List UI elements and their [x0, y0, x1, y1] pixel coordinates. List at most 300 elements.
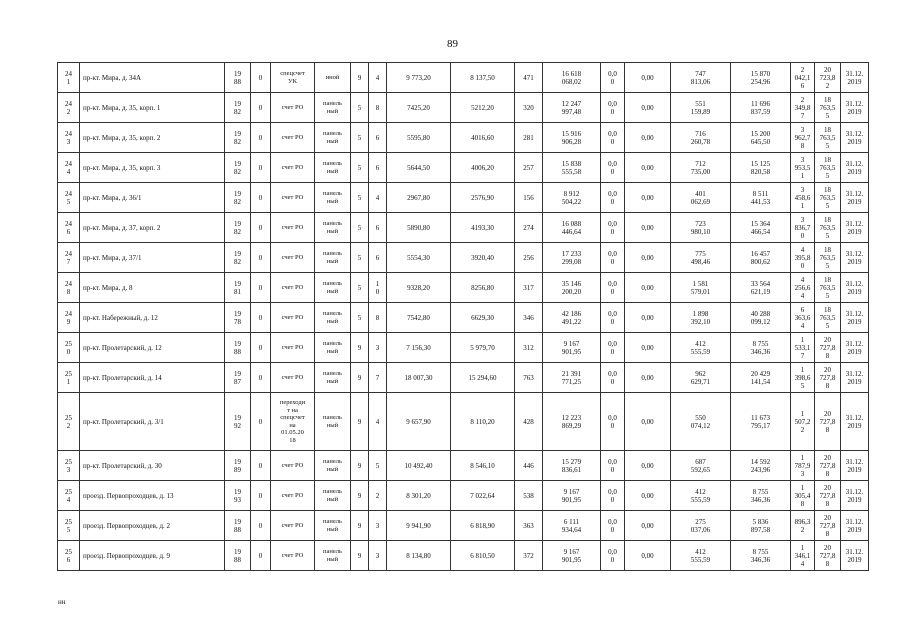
address-cell: проезд. Первопроходцев, д. 9 [80, 541, 225, 571]
zero-cell: 0 [251, 63, 271, 93]
floors-cell: 5 [351, 93, 369, 123]
total-area-cell: 7542,80 [387, 303, 451, 333]
unit-cost-limit-cell: 18 763,5 5 [815, 183, 841, 213]
unit-cost-limit-cell: 20 727,8 8 [815, 363, 841, 393]
table-row [58, 243, 869, 273]
address-cell: пр-кт. Мира, д. 37/1 [80, 243, 225, 273]
total-area-cell: 8 134,80 [387, 541, 451, 571]
cost-part-2-cell: 0,00 [625, 363, 671, 393]
entrances-cell: 6 [369, 213, 387, 243]
zero-cell: 0 [251, 93, 271, 123]
floors-cell: 9 [351, 511, 369, 541]
residents-cell: 317 [515, 273, 543, 303]
residential-area-cell: 7 022,64 [451, 481, 515, 511]
residential-area-cell: 15 294,60 [451, 363, 515, 393]
residents-cell: 372 [515, 541, 543, 571]
row-number-cell: 24 5 [58, 183, 80, 213]
unit-cost-limit-cell: 18 763,5 5 [815, 153, 841, 183]
floors-cell: 5 [351, 183, 369, 213]
floors-cell: 9 [351, 363, 369, 393]
unit-cost-limit-cell: 20 727,8 8 [815, 511, 841, 541]
deadline-date-cell: 31.12. 2019 [841, 481, 869, 511]
residents-cell: 256 [515, 243, 543, 273]
total-cost-cell: 16 088 446,64 [543, 213, 601, 243]
residential-area-cell: 3920,40 [451, 243, 515, 273]
fund-method-cell: счет РО [271, 123, 315, 153]
zero-cell: 0 [251, 153, 271, 183]
cost-part-3-cell: 550 074,12 [671, 393, 731, 451]
unit-cost-limit-cell: 20 727,8 8 [815, 451, 841, 481]
wall-material-cell: панель ный [315, 451, 351, 481]
build-year-cell: 19 82 [225, 183, 251, 213]
table-row [58, 273, 869, 303]
entrances-cell: 7 [369, 363, 387, 393]
row-number-cell: 25 5 [58, 511, 80, 541]
unit-cost-cell: 6 363,6 4 [791, 303, 815, 333]
cost-part-3-cell: 962 629,71 [671, 363, 731, 393]
residents-cell: 446 [515, 451, 543, 481]
unit-cost-limit-cell: 20 727,8 8 [815, 393, 841, 451]
floors-cell: 9 [351, 63, 369, 93]
cost-part-1-cell: 0,0 0 [601, 363, 625, 393]
cost-part-2-cell: 0,00 [625, 273, 671, 303]
wall-material-cell: иной [315, 63, 351, 93]
total-cost-cell: 17 233 299,08 [543, 243, 601, 273]
unit-cost-limit-cell: 18 763,5 5 [815, 303, 841, 333]
total-area-cell: 8 301,20 [387, 481, 451, 511]
deadline-date-cell: 31.12. 2019 [841, 303, 869, 333]
address-cell: пр-кт. Мира, д. 35, корп. 3 [80, 153, 225, 183]
unit-cost-cell: 1 507,2 2 [791, 393, 815, 451]
cost-part-3-cell: 712 735,00 [671, 153, 731, 183]
total-cost-cell: 8 912 504,22 [543, 183, 601, 213]
entrances-cell: 8 [369, 93, 387, 123]
total-area-cell: 10 492,40 [387, 451, 451, 481]
residential-area-cell: 8256,80 [451, 273, 515, 303]
unit-cost-cell: 1 346,1 4 [791, 541, 815, 571]
table-row [58, 541, 869, 571]
total-cost-cell: 6 111 934,64 [543, 511, 601, 541]
total-area-cell: 9328,20 [387, 273, 451, 303]
entrances-cell: 4 [369, 183, 387, 213]
footer-mark: нн [58, 598, 66, 606]
cost-part-2-cell: 0,00 [625, 123, 671, 153]
unit-cost-limit-cell: 18 763,5 5 [815, 273, 841, 303]
address-cell: пр-кт. Пролетарский, д. 3/1 [80, 393, 225, 451]
fund-method-cell: счет РО [271, 93, 315, 123]
row-number-cell: 24 3 [58, 123, 80, 153]
build-year-cell: 19 88 [225, 333, 251, 363]
zero-cell: 0 [251, 451, 271, 481]
deadline-date-cell: 31.12. 2019 [841, 63, 869, 93]
unit-cost-cell: 3 458,6 1 [791, 183, 815, 213]
total-area-cell: 2967,80 [387, 183, 451, 213]
cost-part-3-cell: 551 159,89 [671, 93, 731, 123]
total-cost-cell: 42 186 491,22 [543, 303, 601, 333]
row-number-cell: 25 3 [58, 451, 80, 481]
table-row [58, 153, 869, 183]
floors-cell: 9 [351, 393, 369, 451]
build-year-cell: 19 87 [225, 363, 251, 393]
cost-part-1-cell: 0,0 0 [601, 541, 625, 571]
total-area-cell: 7425,20 [387, 93, 451, 123]
total-cost-cell: 12 223 869,29 [543, 393, 601, 451]
wall-material-cell: панель ный [315, 273, 351, 303]
deadline-date-cell: 31.12. 2019 [841, 213, 869, 243]
unit-cost-cell: 3 962,7 8 [791, 123, 815, 153]
table-row [58, 481, 869, 511]
row-number-cell: 24 2 [58, 93, 80, 123]
cost-part-1-cell: 0,0 0 [601, 183, 625, 213]
cost-part-4-cell: 40 288 099,12 [731, 303, 791, 333]
cost-part-2-cell: 0,00 [625, 303, 671, 333]
entrances-cell: 6 [369, 123, 387, 153]
cost-part-2-cell: 0,00 [625, 153, 671, 183]
entrances-cell: 3 [369, 541, 387, 571]
floors-cell: 5 [351, 123, 369, 153]
total-area-cell: 9 773,20 [387, 63, 451, 93]
address-cell: пр-кт. Мира, д. 35, корп. 2 [80, 123, 225, 153]
entrances-cell: 5 [369, 451, 387, 481]
cost-part-3-cell: 716 260,78 [671, 123, 731, 153]
cost-part-3-cell: 1 898 392,10 [671, 303, 731, 333]
table-row [58, 93, 869, 123]
entrances-cell: 1 0 [369, 273, 387, 303]
residential-area-cell: 6 810,50 [451, 541, 515, 571]
floors-cell: 9 [351, 333, 369, 363]
cost-part-4-cell: 11 696 837,59 [731, 93, 791, 123]
table-row [58, 333, 869, 363]
unit-cost-cell: 4 395,8 0 [791, 243, 815, 273]
cost-part-4-cell: 16 457 800,62 [731, 243, 791, 273]
total-cost-cell: 15 279 836,61 [543, 451, 601, 481]
cost-part-1-cell: 0,0 0 [601, 93, 625, 123]
register-body [58, 63, 869, 571]
floors-cell: 9 [351, 541, 369, 571]
total-cost-cell: 9 167 901,95 [543, 541, 601, 571]
entrances-cell: 3 [369, 333, 387, 363]
residents-cell: 471 [515, 63, 543, 93]
floors-cell: 5 [351, 213, 369, 243]
fund-method-cell: счет РО [271, 243, 315, 273]
zero-cell: 0 [251, 481, 271, 511]
residential-area-cell: 5212,20 [451, 93, 515, 123]
fund-method-cell: счет РО [271, 451, 315, 481]
row-number-cell: 24 7 [58, 243, 80, 273]
deadline-date-cell: 31.12. 2019 [841, 183, 869, 213]
cost-part-2-cell: 0,00 [625, 511, 671, 541]
fund-method-cell: счет РО [271, 153, 315, 183]
deadline-date-cell: 31.12. 2019 [841, 243, 869, 273]
cost-part-4-cell: 11 673 795,17 [731, 393, 791, 451]
address-cell: пр-кт. Пролетарский, д. 30 [80, 451, 225, 481]
cost-part-1-cell: 0,0 0 [601, 451, 625, 481]
fund-method-cell: счет РО [271, 481, 315, 511]
unit-cost-cell: 1 533,1 7 [791, 333, 815, 363]
total-cost-cell: 15 838 555,58 [543, 153, 601, 183]
cost-part-3-cell: 401 062,69 [671, 183, 731, 213]
build-year-cell: 19 82 [225, 243, 251, 273]
entrances-cell: 6 [369, 153, 387, 183]
residential-area-cell: 6629,30 [451, 303, 515, 333]
residents-cell: 428 [515, 393, 543, 451]
residential-area-cell: 5 979,70 [451, 333, 515, 363]
floors-cell: 5 [351, 243, 369, 273]
wall-material-cell: панель ный [315, 243, 351, 273]
cost-part-2-cell: 0,00 [625, 243, 671, 273]
deadline-date-cell: 31.12. 2019 [841, 333, 869, 363]
residential-area-cell: 2576,90 [451, 183, 515, 213]
address-cell: проезд. Первопроходцев, д. 13 [80, 481, 225, 511]
build-year-cell: 19 81 [225, 273, 251, 303]
deadline-date-cell: 31.12. 2019 [841, 273, 869, 303]
zero-cell: 0 [251, 273, 271, 303]
wall-material-cell: панель ный [315, 511, 351, 541]
cost-part-4-cell: 15 364 466,54 [731, 213, 791, 243]
cost-part-1-cell: 0,0 0 [601, 303, 625, 333]
unit-cost-cell: 2 042,1 6 [791, 63, 815, 93]
table-row [58, 451, 869, 481]
wall-material-cell: панель ный [315, 481, 351, 511]
cost-part-4-cell: 8 755 346,36 [731, 481, 791, 511]
unit-cost-cell: 896,3 2 [791, 511, 815, 541]
deadline-date-cell: 31.12. 2019 [841, 153, 869, 183]
cost-part-4-cell: 15 200 645,50 [731, 123, 791, 153]
wall-material-cell: панель ный [315, 333, 351, 363]
residential-area-cell: 6 818,90 [451, 511, 515, 541]
cost-part-4-cell: 20 429 141,54 [731, 363, 791, 393]
zero-cell: 0 [251, 213, 271, 243]
row-number-cell: 25 0 [58, 333, 80, 363]
cost-part-2-cell: 0,00 [625, 451, 671, 481]
zero-cell: 0 [251, 123, 271, 153]
address-cell: пр-кт. Мира, д. 35, корп. 1 [80, 93, 225, 123]
cost-part-4-cell: 8 755 346,36 [731, 333, 791, 363]
unit-cost-cell: 1 305,4 8 [791, 481, 815, 511]
table-row [58, 123, 869, 153]
residential-area-cell: 8 546,10 [451, 451, 515, 481]
unit-cost-cell: 1 787,9 3 [791, 451, 815, 481]
cost-part-1-cell: 0,0 0 [601, 333, 625, 363]
row-number-cell: 24 4 [58, 153, 80, 183]
total-area-cell: 5890,80 [387, 213, 451, 243]
cost-part-3-cell: 747 813,06 [671, 63, 731, 93]
table-row [58, 363, 869, 393]
cost-part-3-cell: 412 555,59 [671, 481, 731, 511]
deadline-date-cell: 31.12. 2019 [841, 393, 869, 451]
cost-part-4-cell: 15 125 820,58 [731, 153, 791, 183]
cost-part-2-cell: 0,00 [625, 481, 671, 511]
cost-part-2-cell: 0,00 [625, 183, 671, 213]
floors-cell: 5 [351, 303, 369, 333]
zero-cell: 0 [251, 303, 271, 333]
cost-part-3-cell: 723 980,10 [671, 213, 731, 243]
cost-part-3-cell: 412 555,59 [671, 333, 731, 363]
table-row [58, 511, 869, 541]
zero-cell: 0 [251, 511, 271, 541]
residents-cell: 363 [515, 511, 543, 541]
cost-part-1-cell: 0,0 0 [601, 393, 625, 451]
row-number-cell: 24 1 [58, 63, 80, 93]
total-cost-cell: 21 391 771,25 [543, 363, 601, 393]
fund-method-cell: счет РО [271, 511, 315, 541]
zero-cell: 0 [251, 393, 271, 451]
cost-part-1-cell: 0,0 0 [601, 123, 625, 153]
floors-cell: 9 [351, 481, 369, 511]
floors-cell: 9 [351, 451, 369, 481]
cost-part-1-cell: 0,0 0 [601, 481, 625, 511]
entrances-cell: 4 [369, 63, 387, 93]
fund-method-cell: счет РО [271, 183, 315, 213]
deadline-date-cell: 31.12. 2019 [841, 451, 869, 481]
cost-part-3-cell: 412 555,59 [671, 541, 731, 571]
zero-cell: 0 [251, 363, 271, 393]
unit-cost-cell: 3 953,5 1 [791, 153, 815, 183]
row-number-cell: 24 8 [58, 273, 80, 303]
build-year-cell: 19 88 [225, 541, 251, 571]
unit-cost-limit-cell: 20 727,8 8 [815, 333, 841, 363]
unit-cost-cell: 4 256,6 4 [791, 273, 815, 303]
wall-material-cell: панель ный [315, 183, 351, 213]
residents-cell: 156 [515, 183, 543, 213]
total-cost-cell: 16 618 068,02 [543, 63, 601, 93]
zero-cell: 0 [251, 541, 271, 571]
table-row [58, 303, 869, 333]
row-number-cell: 25 1 [58, 363, 80, 393]
residential-area-cell: 8 110,20 [451, 393, 515, 451]
cost-part-1-cell: 0,0 0 [601, 243, 625, 273]
fund-method-cell: счет РО [271, 303, 315, 333]
address-cell: пр-кт. Мира, д. 37, корп. 2 [80, 213, 225, 243]
housing-register-table [57, 62, 869, 571]
build-year-cell: 19 82 [225, 213, 251, 243]
wall-material-cell: панель ный [315, 393, 351, 451]
wall-material-cell: панель ный [315, 213, 351, 243]
residents-cell: 312 [515, 333, 543, 363]
fund-method-cell: счет РО [271, 213, 315, 243]
total-cost-cell: 9 167 901,95 [543, 481, 601, 511]
fund-method-cell: счет РО [271, 333, 315, 363]
page-number: 89 [447, 38, 458, 50]
unit-cost-limit-cell: 20 727,8 8 [815, 481, 841, 511]
build-year-cell: 19 82 [225, 123, 251, 153]
total-cost-cell: 12 247 997,48 [543, 93, 601, 123]
cost-part-1-cell: 0,0 0 [601, 153, 625, 183]
floors-cell: 5 [351, 153, 369, 183]
cost-part-4-cell: 8 755 346,36 [731, 541, 791, 571]
cost-part-2-cell: 0,00 [625, 63, 671, 93]
residential-area-cell: 4193,30 [451, 213, 515, 243]
unit-cost-cell: 3 836,7 0 [791, 213, 815, 243]
wall-material-cell: панель ный [315, 541, 351, 571]
wall-material-cell: панель ный [315, 303, 351, 333]
total-cost-cell: 15 916 906,28 [543, 123, 601, 153]
unit-cost-limit-cell: 18 763,5 5 [815, 123, 841, 153]
cost-part-2-cell: 0,00 [625, 93, 671, 123]
cost-part-1-cell: 0,0 0 [601, 511, 625, 541]
zero-cell: 0 [251, 333, 271, 363]
residents-cell: 274 [515, 213, 543, 243]
floors-cell: 5 [351, 273, 369, 303]
deadline-date-cell: 31.12. 2019 [841, 511, 869, 541]
residential-area-cell: 4016,60 [451, 123, 515, 153]
address-cell: проезд. Первопроходцев, д. 2 [80, 511, 225, 541]
zero-cell: 0 [251, 243, 271, 273]
entrances-cell: 6 [369, 243, 387, 273]
cost-part-2-cell: 0,00 [625, 333, 671, 363]
fund-method-cell: переходи т на спецсчет на 01.05.20 18 [271, 393, 315, 451]
total-area-cell: 9 941,90 [387, 511, 451, 541]
cost-part-3-cell: 775 498,46 [671, 243, 731, 273]
residential-area-cell: 4006,20 [451, 153, 515, 183]
cost-part-1-cell: 0,0 0 [601, 63, 625, 93]
residents-cell: 763 [515, 363, 543, 393]
fund-method-cell: счет РО [271, 541, 315, 571]
cost-part-4-cell: 15 870 254,96 [731, 63, 791, 93]
residents-cell: 538 [515, 481, 543, 511]
unit-cost-limit-cell: 20 727,8 8 [815, 541, 841, 571]
fund-method-cell: счет РО [271, 363, 315, 393]
table-row [58, 393, 869, 451]
total-area-cell: 9 657,90 [387, 393, 451, 451]
build-year-cell: 19 78 [225, 303, 251, 333]
wall-material-cell: панель ный [315, 363, 351, 393]
entrances-cell: 3 [369, 511, 387, 541]
cost-part-3-cell: 275 037,06 [671, 511, 731, 541]
entrances-cell: 4 [369, 393, 387, 451]
deadline-date-cell: 31.12. 2019 [841, 363, 869, 393]
cost-part-4-cell: 5 836 897,58 [731, 511, 791, 541]
cost-part-4-cell: 14 592 243,96 [731, 451, 791, 481]
build-year-cell: 19 89 [225, 451, 251, 481]
unit-cost-cell: 1 398,6 5 [791, 363, 815, 393]
entrances-cell: 2 [369, 481, 387, 511]
table-row [58, 183, 869, 213]
cost-part-3-cell: 1 581 579,01 [671, 273, 731, 303]
residents-cell: 320 [515, 93, 543, 123]
total-area-cell: 5554,30 [387, 243, 451, 273]
fund-method-cell: спецсчет УК [271, 63, 315, 93]
wall-material-cell: панель ный [315, 123, 351, 153]
row-number-cell: 25 4 [58, 481, 80, 511]
address-cell: пр-кт. Мира, д. 36/1 [80, 183, 225, 213]
unit-cost-limit-cell: 18 763,5 5 [815, 243, 841, 273]
residents-cell: 257 [515, 153, 543, 183]
address-cell: пр-кт. Пролетарский, д. 12 [80, 333, 225, 363]
row-number-cell: 25 2 [58, 393, 80, 451]
cost-part-4-cell: 8 511 441,53 [731, 183, 791, 213]
total-area-cell: 5595,80 [387, 123, 451, 153]
table-row [58, 213, 869, 243]
wall-material-cell: панель ный [315, 93, 351, 123]
row-number-cell: 25 6 [58, 541, 80, 571]
fund-method-cell: счет РО [271, 273, 315, 303]
wall-material-cell: панель ный [315, 153, 351, 183]
address-cell: пр-кт. Мира, д. 34А [80, 63, 225, 93]
total-cost-cell: 9 167 901,95 [543, 333, 601, 363]
build-year-cell: 19 88 [225, 63, 251, 93]
residential-area-cell: 8 137,50 [451, 63, 515, 93]
cost-part-3-cell: 687 592,65 [671, 451, 731, 481]
cost-part-2-cell: 0,00 [625, 213, 671, 243]
residents-cell: 346 [515, 303, 543, 333]
address-cell: пр-кт. Мира, д. 8 [80, 273, 225, 303]
cost-part-2-cell: 0,00 [625, 393, 671, 451]
unit-cost-limit-cell: 18 763,5 5 [815, 213, 841, 243]
unit-cost-limit-cell: 20 723,8 2 [815, 63, 841, 93]
deadline-date-cell: 31.12. 2019 [841, 541, 869, 571]
build-year-cell: 19 93 [225, 481, 251, 511]
